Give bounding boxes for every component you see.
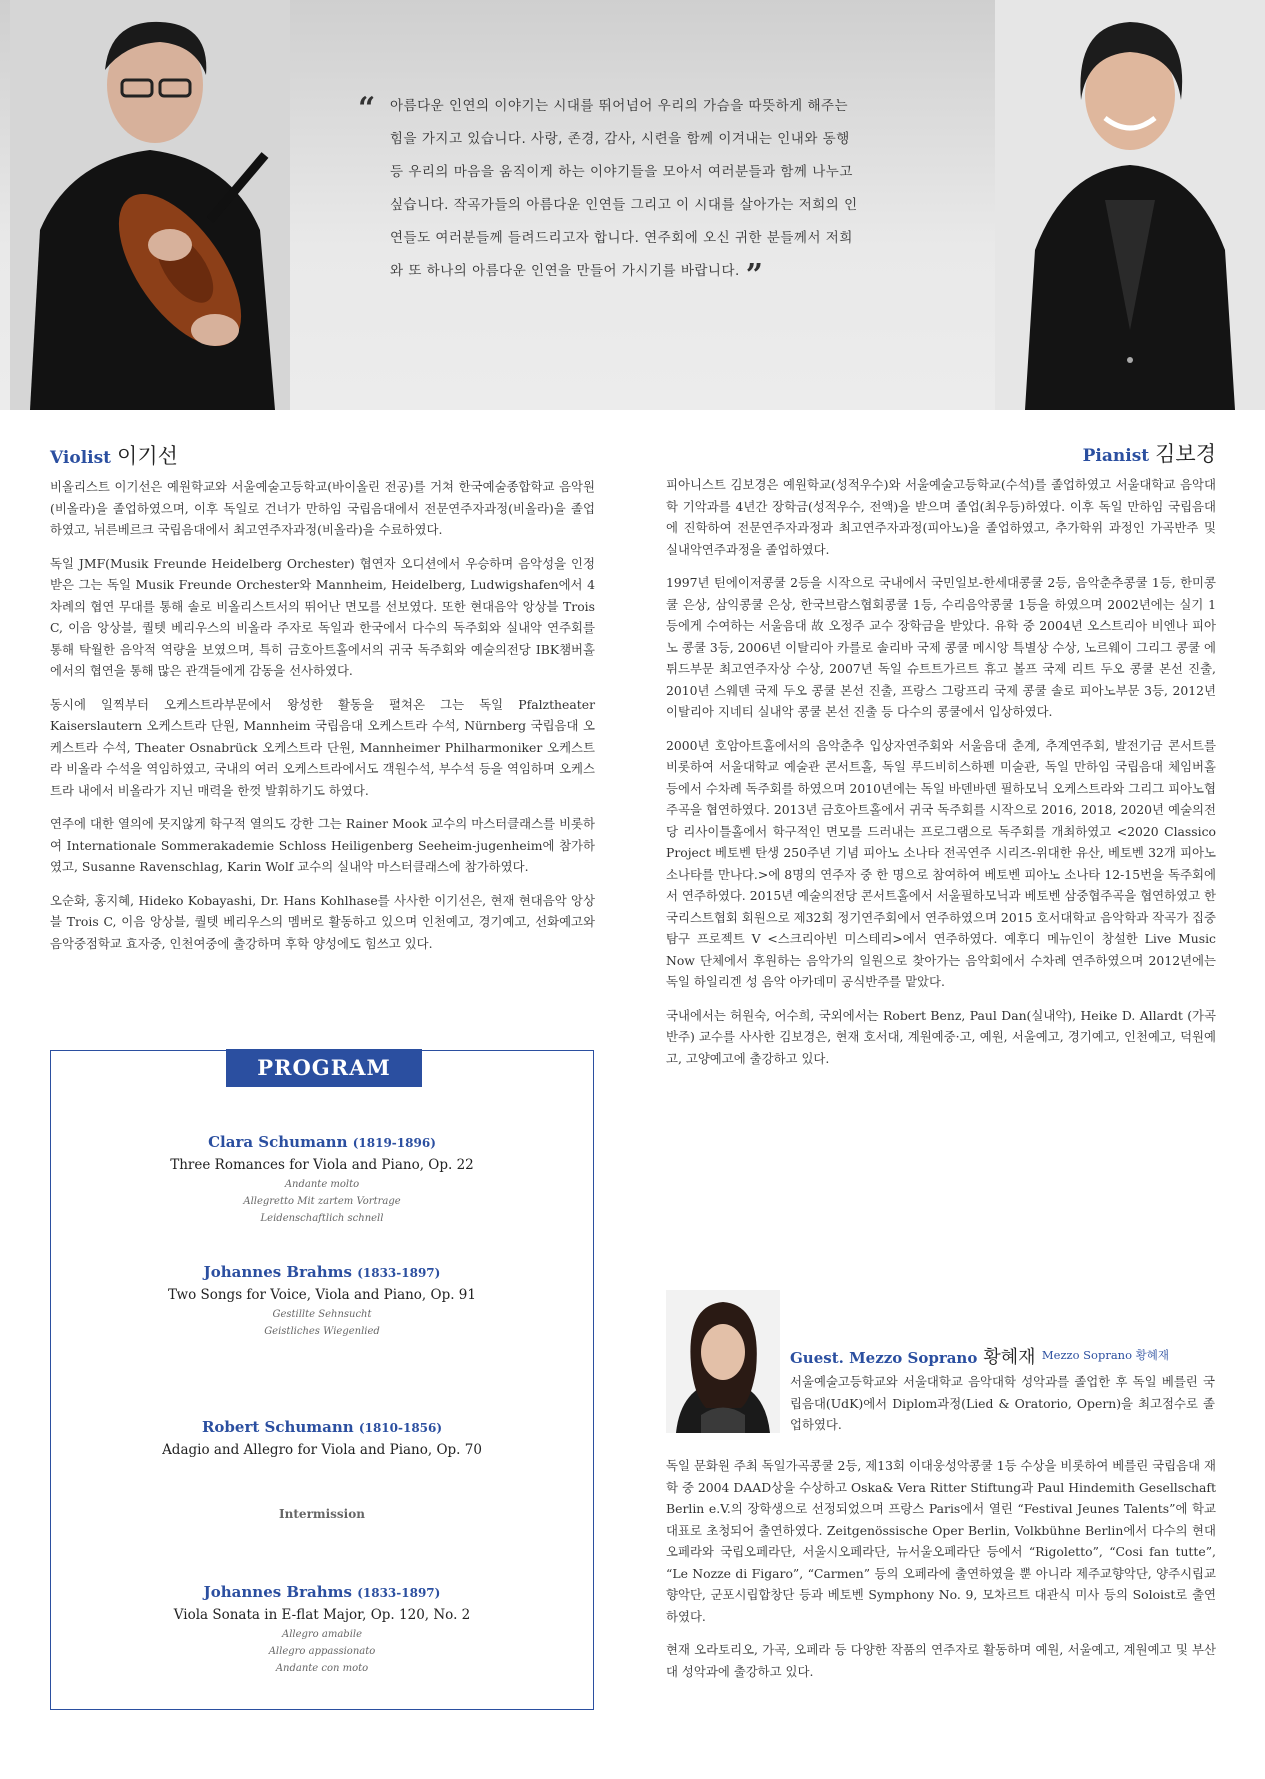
- movement: Gestillte Sehnsucht: [272, 1309, 372, 1320]
- guest-heading: [790, 1343, 1215, 1371]
- program-title: PROGRAM: [226, 1049, 422, 1087]
- violist-photo: [10, 0, 290, 410]
- guest-role: Guest. Mezzo Soprano: [790, 1349, 978, 1367]
- pianist-section: [666, 440, 1216, 1081]
- pianist-bio-paragraph: 1997년 틴에이저콩쿨 2등을 시작으로 국내에서 국민일보-한세대콩쿨 2등, 음악춘추콩쿨 1등, 한미콩쿨 은상, 삼익콩쿨 은상, 한국브람스협회콩쿨 1등, 수리음악콩쿨 1등을 하였으며 2002년에는 실기 1등에게 수여하는 서울음대 故 오정주 교수 장학금을 받았다. 유학 중 2004년 오스트리아 비엔나 피아노 콩쿨 3등, 2006년 이탈리아 카를로 솔리바 국제 콩쿨 메시앙 특별상 수상, 노르웨이 그리그 콩쿨 에튀드부문 최고연주자상 수상, 2007년 독일 슈트트가르트 휴고 볼프 국제 리트 두오 콩쿨 본선 진출, 2010년 스웨덴 국제 두오 콩쿨 본선 진출, 프랑스 그랑프리 국제 콩쿨 솔로 피아노부문 3등, 2012년 이탈리아 지네티 실내악 콩쿨 본선 진출 등 다수의 콩쿨에서 입상하였다.: [666, 575, 1216, 719]
- violist-bio-paragraph: 연주에 대한 열의에 못지않게 학구적 열의도 강한 그는 Rainer Mook 교수의 마스터클래스를 비롯하여 Internationale Sommerakademie Schloss Heiligenberg Seeheim-jugenheim에 참가하였고, Susanne Ravenschlag, Karin Wolf 교수의 실내악 마스터클래스에 참가하였다.: [50, 816, 595, 874]
- movement: Andante molto: [284, 1179, 360, 1190]
- guest-bio-paragraph: 독일 문화원 주최 독일가곡콩쿨 2등, 제13회 이대웅성악콩쿨 1등 수상을 비롯하여 베를린 국립음대 재학 중 2004 DAAD상을 수상하고 Oska& Vera Ritter Stiftung과 Paul Hindemith Gesellschaft Berlin e.V.의 장학생으로 선정되었으며 프랑스 Paris에서 열린 “Festival Jeunes Talents”에 학교 대표로 초청되어 출연하였다. Zeitgenössische Oper Berlin, Volkbühne Berlin에서 다수의 현대오페라와 국립오페라단, 서울시오페라단, 뉴서울오페라단 등에서 “Rigoletto”, “Cosi fan tutte”, “Le Nozze di Figaro”, “Carmen” 등의 오페라에 출연하였을 뿐 아니라 제주교향악단, 양주시립교향악단, 군포시립합창단 등과 베토벤 Symphony No. 9, 모차르트 대관식 미사 등의 Soloist로 출연하였다.: [666, 1458, 1216, 1624]
- violist-bio-paragraph: 독일 JMF(Musik Freunde Heidelberg Orchester) 협연자 오디션에서 우승하며 음악성을 인정받은 그는 독일 Musik Freunde Orchester와 Mannheim, Heidelberg, Ludwigshafen에서 4차례의 협연 무대를 통해 솔로 비올리스트서의 뛰어난 면모를 선보였다. 또한 현대음악 앙상블 Trois C, 이음 앙상블, 퀄텟 베리우스의 비올라 주자로 독일과 한국에서 다수의 독주회와 실내악 연주회를 통해 탁월한 음악적 역량을 보였으며, 특히 금호아트홀에서의 귀국 독주회와 예술의전당 IBK챔버홀에서의 협연을 통해 많은 관객들에게 감동을 선사하였다.: [50, 555, 595, 678]
- pianist-bio-paragraph: 2000년 호암아트홀에서의 음악춘추 입상자연주회와 서울음대 춘계, 추계연주회, 발전기금 콘서트를 비롯하여 서울대학교 예술관 콘서트홀, 독일 루드비히스하펜 미술관, 독일 만하임 국립음대 체임버홀 등에서 수차례 독주회를 하였으며 2010년에는 독일 바덴바덴 필하모닉 오케스트라와 그리그 피아노협주곡을 협연하였다. 2013년 금호아트홀에서 귀국 독주회를 시작으로 2016, 2018, 2020년 예술의전당 리사이틀홀에서 학구적인 면모를 드러내는 프로그램으로 독주회를 개최하였고 <2020 Classico Project 베토벤 탄생 250주년 기념 피아노 소나타 전곡연주 시리즈-위대한 유산, 베토벤 32개 피아노 소나타를 만나다.>에 8명의 연주자 중 한 명으로 참여하여 베토벤 피아노 소나타 12-15번을 독주회에서 연주하였다. 2015년 예술의전당 콘서트홀에서 서울필하모닉과 베토벤 삼중협주곡을 협연하였고 한국리스트협회 회원으로 제32회 정기연주회에서 연주하였으며 2015 호서대학교 음악학과 작곡가 집중탐구 프로젝트 V <스크리아빈 미스테리>에서 연주하였다. 예후디 메뉴인이 창설한 Live Music Now 단체에서 후원하는 음악가의 일원으로 찾아가는 음악회에서 수차례 연주하였으며 2012년에는 독일 하일리겐 성 음악 아카데미 공식반주를 맡았다.: [666, 737, 1216, 989]
- guest-performer-note: Mezzo Soprano 황혜재: [1041, 1348, 1169, 1362]
- violist-bio-paragraph: 오순화, 홍지혜, Hideko Kobayashi, Dr. Hans Kohlhase를 사사한 이기선은, 현재 현대음악 앙상블 Trois C, 이음 앙상블, 퀄텟 베리우스의 멤버로 활동하고 있으며 인천예고, 경기예고, 선화예고와 음악중점학교 효자중, 인천여중에 출강하며 후학 양성에도 힘쓰고 있다.: [50, 892, 595, 951]
- open-quote-mark: “: [358, 91, 376, 126]
- guest-intro: 서울예술고등학교와 서울대학교 음악대학 성악과를 졸업한 후 독일 베를린 국립음대(UdK)에서 Diplom과정(Lied & Oratorio, Opern)을 최고점수로 졸업하였다.: [790, 1374, 1215, 1432]
- pianist-role: Pianist: [1082, 446, 1150, 466]
- guest-bio-paragraph: 현재 오라토리오, 가곡, 오페라 등 다양한 작품의 연주자로 활동하며 예원, 서울예고, 계원예고 및 부산대 성악과에 출강하고 있다.: [666, 1642, 1216, 1679]
- violist-bio-paragraph: 비올리스트 이기선은 예원학교와 서울예술고등학교(바이올린 전공)를 거쳐 한국예술종합학교 음악원(비올라)을 졸업하였으며, 이후 독일로 건너가 만하임 국립음대에서 전문연주자과정(비올라)을 졸업하였고, 뉘른베르크 국립음대에서 최고연주자과정(비올라)을 수료하였다.: [50, 479, 595, 537]
- quote-block: [358, 90, 860, 293]
- pianist-photo: [995, 0, 1265, 410]
- program-box: [50, 1050, 594, 1710]
- composer-line: [51, 1131, 593, 1154]
- composer-line: [51, 1261, 593, 1284]
- movement: Andante con moto: [275, 1663, 369, 1674]
- composer-name: Clara Schumann: [208, 1133, 348, 1151]
- violist-heading: [50, 440, 595, 472]
- work-title: Two Songs for Voice, Viola and Piano, Op. 91: [167, 1287, 476, 1303]
- program-piece: [51, 1581, 593, 1677]
- guest-name: 황혜재: [983, 1347, 1036, 1368]
- composer-name: Johannes Brahms: [203, 1263, 352, 1281]
- composer-years: (1833-1897): [357, 1266, 441, 1280]
- guest-photo: [666, 1290, 780, 1433]
- movement: Allegro amabile: [281, 1629, 363, 1640]
- movement: Leidenschaftlich schnell: [260, 1213, 384, 1224]
- composer-name: Robert Schumann: [201, 1418, 354, 1436]
- guest-section: [790, 1343, 1215, 1448]
- violist-name: 이기선: [117, 444, 178, 468]
- pianist-heading: [666, 438, 1216, 470]
- work-title: Adagio and Allegro for Viola and Piano, Op. 70: [162, 1442, 482, 1458]
- movement: Geistliches Wiegenlied: [264, 1326, 380, 1337]
- work-title: Viola Sonata in E-flat Major, Op. 120, No. 2: [173, 1607, 471, 1623]
- composer-years: (1819-1896): [352, 1136, 436, 1150]
- pianist-bio-paragraph: 피아니스트 김보경은 예원학교(성적우수)와 서울예술고등학교(수석)를 졸업하였고 서울대학교 음악대학 기악과를 4년간 장학금(성적우수, 전액)을 받으며 졸업(최우등)하였다. 이후 독일 만하임 국립음대에 진학하여 전문연주자과정과 최고연주자과정(피아노)을 졸업하였고, 추가학위 과정인 가곡반주 및 실내악연주과정을 졸업하였다.: [666, 477, 1216, 557]
- intermission-label: Intermission: [279, 1507, 365, 1521]
- violist-bio-paragraph: 동시에 일찍부터 오케스트라부문에서 왕성한 활동을 펼쳐온 그는 독일 Pfalztheater Kaiserslautern 오케스트라 단원, Mannheim 국립음대 오케스트라 수석, Nürnberg 국립음대 오케스트라 수석, Theater Osnabrück 오케스트라 단원, Mannheimer Philharmoniker 오케스트라 비올라 수석을 역임하였고, 국내의 여러 오케스트라에서도 객원수석, 부수석 등을 역임하며 오케스트라 내에서 비올라가 지닌 매력을 한껏 발휘하기도 하였다.: [50, 696, 595, 798]
- program-piece: [51, 1261, 593, 1340]
- composer-years: (1810-1856): [358, 1421, 443, 1435]
- work-title: Three Romances for Viola and Piano, Op. 22: [170, 1157, 474, 1173]
- movement: Allegretto Mit zartem Vortrage: [243, 1196, 401, 1207]
- pianist-bio-paragraph: 국내에서는 허원숙, 어수희, 국외에서는 Robert Benz, Paul Dan(실내악), Heike D. Allardt (가곡반주) 교수를 사사한 김보경은, 현재 호서대, 계원예중·고, 예원, 서울예고, 경기예고, 인천예고, 덕원예고, 고양예고에 출강하고 있다.: [666, 1007, 1216, 1066]
- composer-line: [51, 1416, 593, 1439]
- header-banner: [0, 0, 1265, 410]
- guest-bio: [666, 1455, 1216, 1694]
- quote-text: 아름다운 인연의 이야기는 시대를 뛰어넘어 우리의 가슴을 따뜻하게 해주는 힘을 가지고 있습니다. 사랑, 존경, 감사, 시련을 함께 이겨내는 인내와 동행 등 우리의 마음을 움직이게 하는 이야기들을 모아서 여러분들과 함께 나누고 싶습니다. 작곡가들의 아름다운 인연들 그리고 이 시대를 살아가는 저희의 인연들도 여러분들께 들려드리고자 합니다. 연주회에 오신 귀한 분들께서 저희와 또 하나의 아름다운 인연을 만들어 가시기를 바랍니다.: [390, 98, 858, 279]
- program-piece: [51, 1416, 593, 1461]
- close-quote-mark: ”: [745, 258, 764, 293]
- violist-section: [50, 440, 595, 966]
- violist-role: Violist: [50, 448, 112, 468]
- composer-years: (1833-1897): [357, 1586, 441, 1600]
- pianist-name: 김보경: [1155, 442, 1216, 466]
- composer-line: [51, 1581, 593, 1604]
- program-piece: [51, 1131, 593, 1227]
- movement: Allegro appassionato: [268, 1646, 376, 1657]
- composer-name: Johannes Brahms: [203, 1583, 352, 1601]
